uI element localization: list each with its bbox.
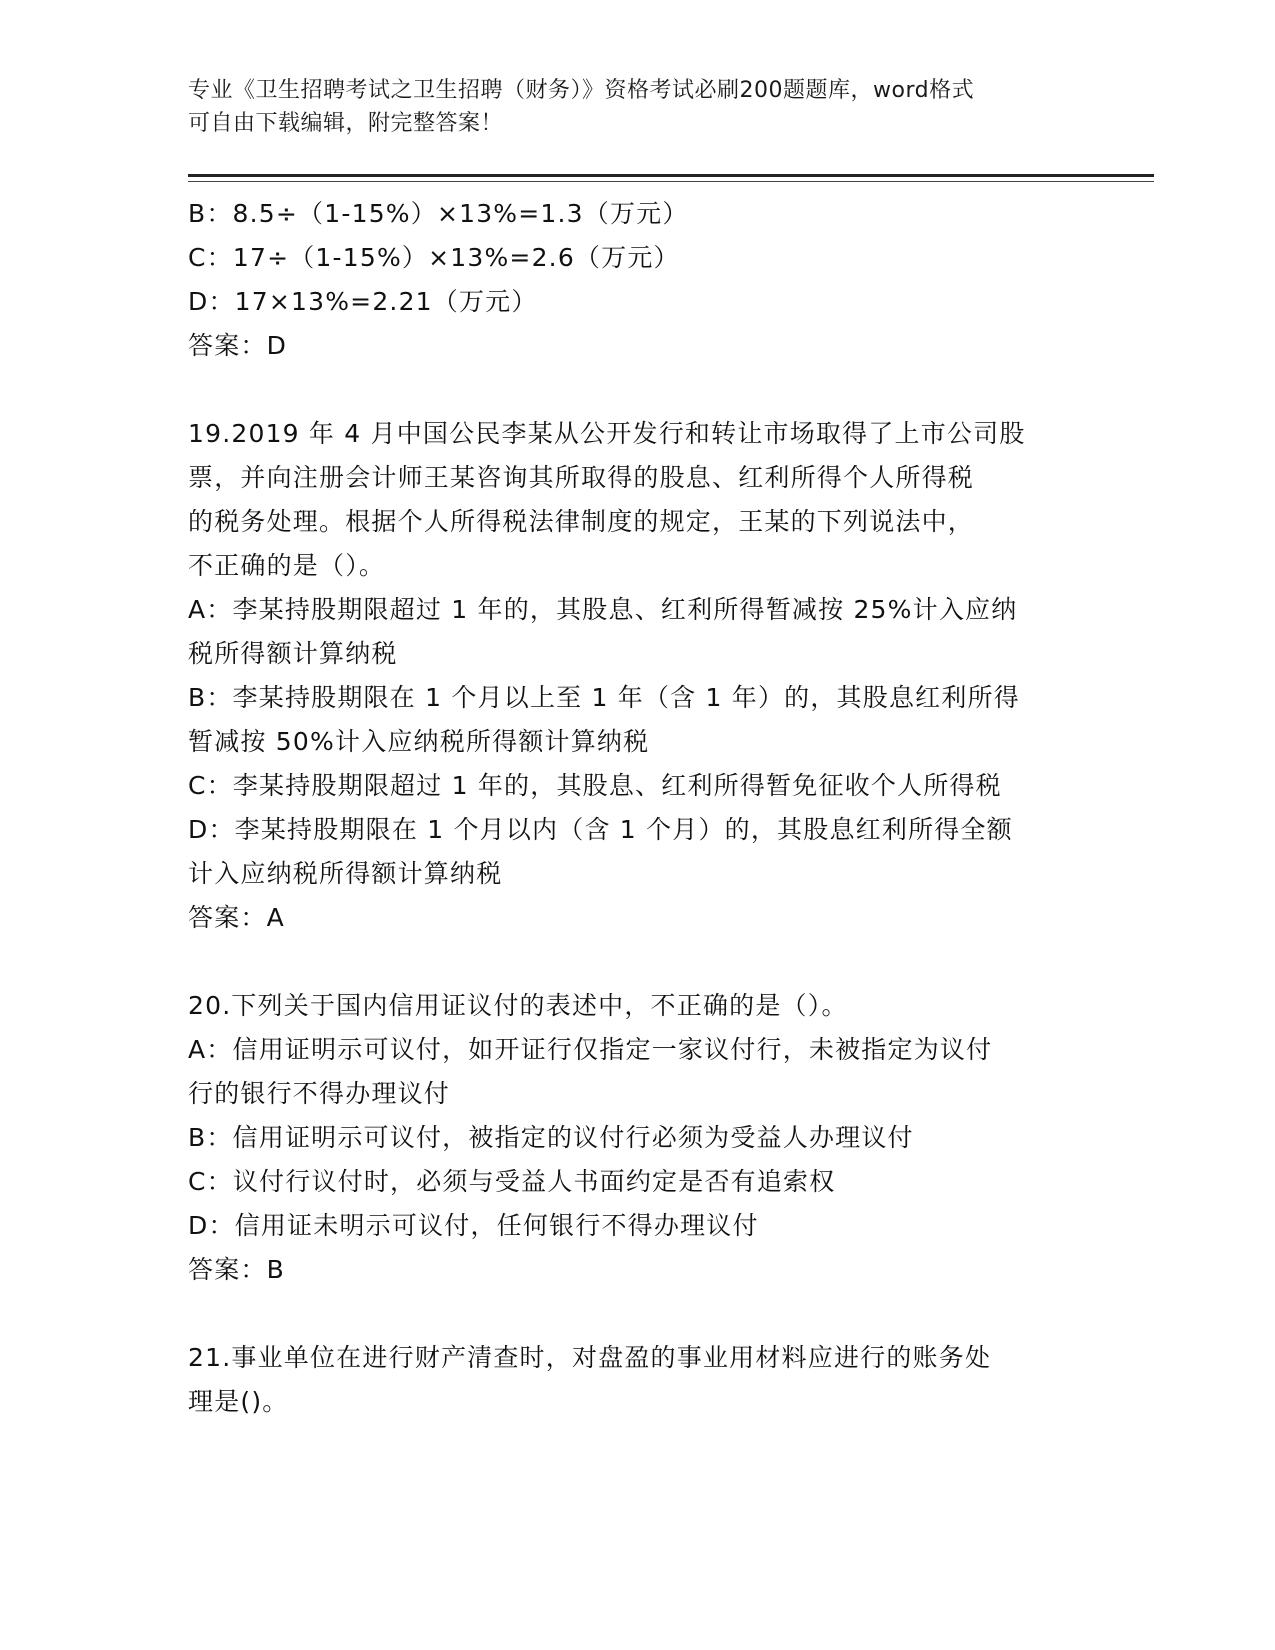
option-c: C：议付行议付时，必须与受益人书面约定是否有追索权	[188, 1167, 836, 1196]
document-header	[188, 74, 1068, 140]
question-21	[188, 1336, 1088, 1424]
answer: 答案：A	[188, 903, 285, 932]
answer: 答案：D	[188, 331, 288, 360]
question-stem: 20.下列关于国内信用证议付的表述中，不正确的是（）。	[188, 991, 848, 1020]
question-18	[188, 192, 1088, 368]
option-d: D：17×13%=2.21（万元）	[188, 287, 538, 316]
option-a: A：李某持股期限超过 1 年的，其股息、红利所得暂减按 25%计入应纳	[188, 595, 1018, 624]
option-b-cont: 暂减按 50%计入应纳税所得额计算纳税	[188, 727, 650, 756]
question-stem: 19.2019 年 4 月中国公民李某从公开发行和转让市场取得了上市公司股	[188, 419, 1026, 448]
option-a: A：信用证明示可议付，如开证行仅指定一家议付行，未被指定为议付	[188, 1035, 993, 1064]
question-stem: 的税务处理。根据个人所得税法律制度的规定，王某的下列说法中，	[188, 507, 975, 536]
document-body	[188, 192, 1088, 1424]
header-line-2: 可自由下载编辑，附完整答案！	[188, 111, 504, 136]
header-divider-thin	[188, 181, 1154, 182]
question-stem: 票，并向注册会计师王某咨询其所取得的股息、红利所得个人所得税	[188, 463, 975, 492]
spacer	[188, 1292, 1088, 1336]
option-b: B：李某持股期限在 1 个月以上至 1 年（含 1 年）的，其股息红利所得	[188, 683, 1020, 712]
header-line-1: 专业《卫生招聘考试之卫生招聘（财务）》资格考试必刷200题题库，word格式	[188, 78, 975, 103]
question-stem: 不正确的是（）。	[188, 551, 386, 580]
option-b: B：信用证明示可议付，被指定的议付行必须为受益人办理议付	[188, 1123, 914, 1152]
option-d: D：李某持股期限在 1 个月以内（含 1 个月）的，其股息红利所得全额	[188, 815, 1013, 844]
header-divider-thick	[188, 174, 1154, 177]
answer: 答案：B	[188, 1255, 285, 1284]
option-a-cont: 行的银行不得办理议付	[188, 1079, 451, 1108]
option-b: B：8.5÷（1-15%）×13%=1.3（万元）	[188, 199, 689, 228]
question-19	[188, 412, 1088, 940]
option-c: C：17÷（1-15%）×13%=2.6（万元）	[188, 243, 680, 272]
spacer	[188, 368, 1088, 412]
question-20	[188, 984, 1088, 1292]
option-d-cont: 计入应纳税所得额计算纳税	[188, 859, 503, 888]
spacer	[188, 940, 1088, 984]
option-d: D：信用证未明示可议付，任何银行不得办理议付	[188, 1211, 759, 1240]
question-stem: 21.事业单位在进行财产清查时，对盘盈的事业用材料应进行的账务处	[188, 1343, 992, 1372]
option-c: C：李某持股期限超过 1 年的，其股息、红利所得暂免征收个人所得税	[188, 771, 1002, 800]
question-stem: 理是()。	[188, 1387, 289, 1416]
option-a-cont: 税所得额计算纳税	[188, 639, 398, 668]
